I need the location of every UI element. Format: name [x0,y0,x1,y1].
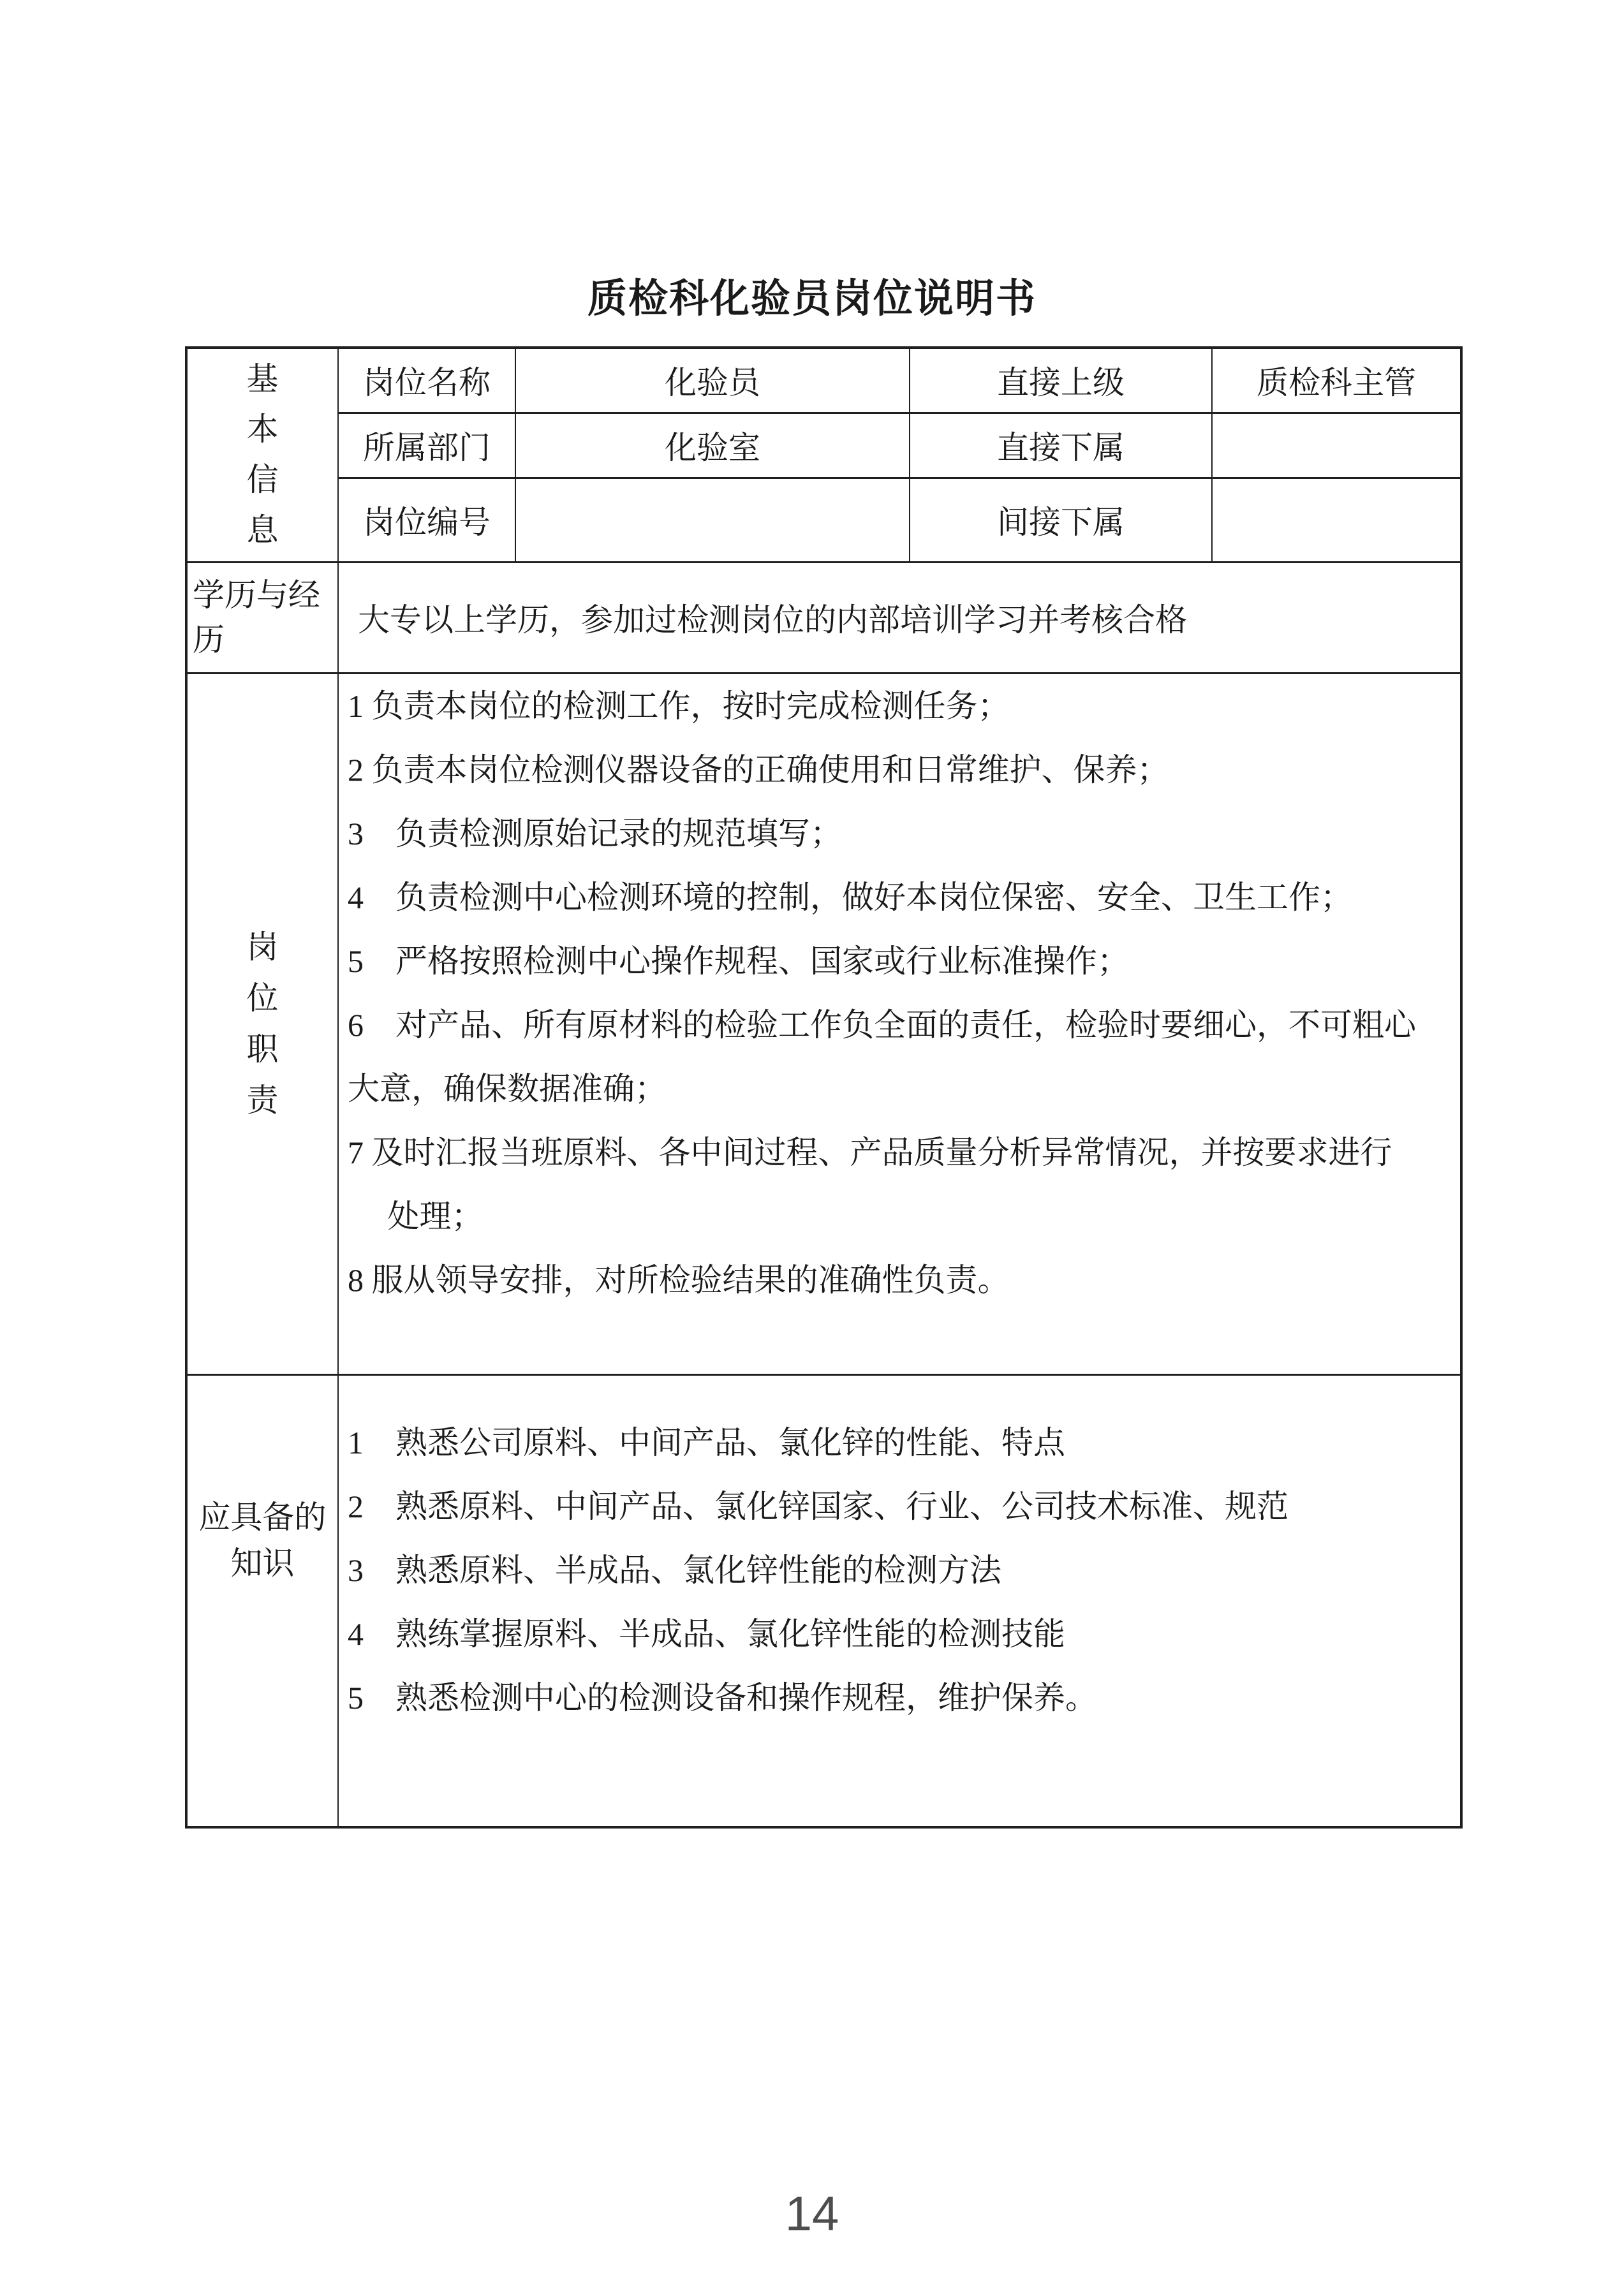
duties-row [186,673,1461,1374]
knowledge-line: 5 熟悉检测中心的检测设备和操作规程，维护保养。 [348,1679,1097,1716]
field-label-position-code: 岗位编号 [338,478,515,562]
section-label-duties [186,673,338,1374]
knowledge-line: 3 熟悉原料、半成品、氯化锌性能的检测方法 [348,1552,1001,1588]
basic-info-row-3 [186,478,1461,562]
duties-label-text: 岗位职责 [246,929,279,1118]
field-value-indirect-subordinate [1212,478,1461,562]
field-label-direct-subordinate: 直接下属 [910,413,1212,478]
section-label-basic-info [186,348,338,562]
knowledge-line: 2 熟悉原料、中间产品、氯化锌国家、行业、公司技术标准、规范 [348,1488,1288,1524]
education-row [186,562,1461,673]
field-value-position-name: 化验员 [515,348,910,413]
field-value-direct-subordinate [1212,413,1461,478]
field-label-position-name: 岗位名称 [338,348,515,413]
basic-info-row-1 [186,348,1461,413]
field-label-department: 所属部门 [338,413,515,478]
field-value-position-code [515,478,910,562]
job-description-table [185,346,1463,1829]
basic-info-row-2 [186,413,1461,478]
knowledge-label-text: 应具备的知识 [198,1499,327,1581]
education-label-text: 学历与经历 [193,577,320,658]
duty-line-continuation: 大意，确保数据准确； [348,1070,667,1107]
duty-line: 8 服从领导安排，对所检验结果的准确性负责。 [348,1262,1010,1298]
duty-line: 7 及时汇报当班原料、各中间过程、产品质量分析异常情况，并按要求进行 [348,1134,1392,1170]
field-label-indirect-subordinate: 间接下属 [910,478,1212,562]
duty-line: 4 负责检测中心检测环境的控制，做好本岗位保密、安全、卫生工作； [348,879,1352,915]
duty-line: 1 负责本岗位的检测工作，按时完成检测任务； [348,688,1010,724]
section-label-knowledge [186,1374,338,1827]
duty-line: 3 负责检测原始记录的规范填写； [348,815,842,851]
duty-line: 5 严格按照检测中心操作规程、国家或行业标准操作； [348,943,1129,979]
education-content: 大专以上学历，参加过检测岗位的内部培训学习并考核合格 [338,562,1461,673]
field-value-direct-superior: 质检科主管 [1212,348,1461,413]
knowledge-line: 4 熟练掌握原料、半成品、氯化锌性能的检测技能 [348,1615,1065,1652]
page-number: 14 [785,2187,839,2241]
field-label-direct-superior: 直接上级 [910,348,1212,413]
duty-line-continuation: 处理； [348,1198,484,1234]
duties-content [338,673,1461,1374]
knowledge-row [186,1374,1461,1827]
field-value-department: 化验室 [515,413,910,478]
duty-line: 6 对产品、所有原材料的检验工作负全面的责任，检验时要细心，不可粗心 [348,1006,1416,1043]
duty-line: 2 负责本岗位检测仪器设备的正确使用和日常维护、保养； [348,751,1169,788]
section-label-education [186,562,338,673]
basic-info-label-text: 基本信息 [246,361,279,548]
knowledge-line: 1 熟悉公司原料、中间产品、氯化锌的性能、特点 [348,1424,1065,1461]
page-title: 质检科化验员岗位说明书 [587,277,1037,321]
knowledge-content [338,1374,1461,1827]
